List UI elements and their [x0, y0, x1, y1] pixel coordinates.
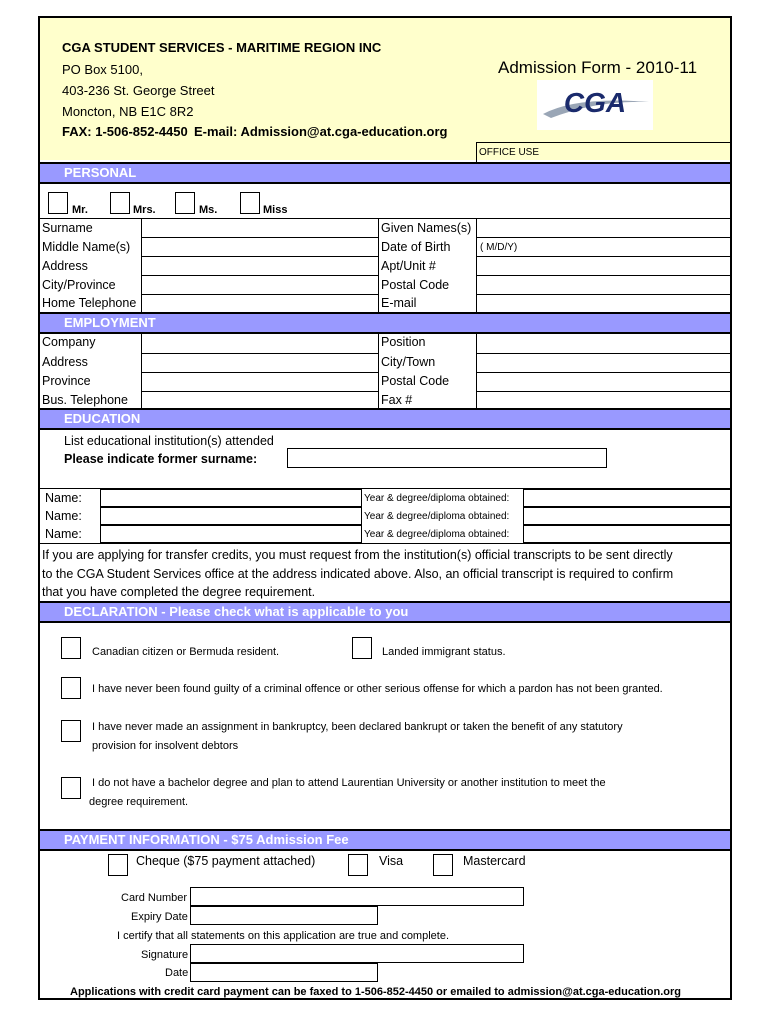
checkbox-mr[interactable]: [48, 192, 68, 214]
address-line-1: PO Box 5100,: [62, 62, 143, 77]
employment-grid-v1: [141, 334, 142, 408]
label-home-telephone: Home Telephone: [42, 296, 137, 310]
signature-label: Signature: [141, 949, 189, 961]
section-payment: [40, 829, 730, 851]
label-apt-unit: Apt/Unit #: [381, 259, 436, 273]
label-city-town: City/Town: [381, 355, 436, 369]
criminal-label: I have never been found guilty of a criminal offence or other serious offense for which a pardon has not been granted.: [92, 683, 663, 695]
section-education: [40, 408, 730, 430]
label-city-province: City/Province: [42, 278, 116, 292]
canadian-citizen-label: Canadian citizen or Bermuda resident.: [92, 646, 280, 658]
institution-name-input-3[interactable]: [100, 525, 362, 543]
salutation-mrs: Mrs.: [133, 204, 156, 216]
expiry-date-input[interactable]: [190, 906, 378, 925]
cheque-label: Cheque ($75 payment attached): [136, 854, 316, 868]
transfer-note-top: [40, 543, 730, 544]
year-label-3: Year & degree/diploma obtained:: [364, 529, 510, 540]
section-employment: [40, 312, 730, 334]
label-surname: Surname: [42, 221, 93, 235]
personal-row-line: [476, 275, 730, 276]
fax-number: FAX: 1-506-852-4450: [62, 124, 188, 139]
degree-input-2[interactable]: [523, 507, 731, 525]
checkbox-bankruptcy[interactable]: [61, 720, 81, 742]
dob-format-hint: ( M/D/Y): [480, 242, 518, 253]
label-email: E-mail: [381, 296, 417, 310]
former-surname-label: Please indicate former surname:: [64, 452, 258, 466]
section-title: EDUCATION: [64, 411, 141, 426]
office-use-top: [476, 142, 730, 143]
checkbox-visa[interactable]: [348, 854, 368, 876]
surname-field[interactable]: [142, 219, 377, 236]
checkbox-mrs[interactable]: [110, 192, 130, 214]
card-number-label: Card Number: [121, 892, 188, 904]
email-address: E-mail: Admission@at.cga-education.org: [194, 124, 448, 139]
employment-grid-v3: [476, 334, 477, 408]
label-fax: Fax #: [381, 393, 413, 407]
personal-row-line: [141, 256, 378, 257]
institution-name-input-1[interactable]: [100, 489, 362, 507]
bachelor-label-2: degree requirement.: [89, 796, 189, 808]
form-title: Admission Form - 2010-11: [498, 58, 698, 77]
office-use-left: [476, 142, 477, 162]
transfer-note-line-1: If you are applying for transfer credits, you must request from the institution(s) official transcripts to be sent directly: [42, 548, 673, 562]
salutation-mr: Mr.: [72, 204, 88, 216]
logo-text: CGA: [563, 87, 627, 118]
salutation-miss: Miss: [263, 204, 288, 216]
employment-row-line: [141, 353, 378, 354]
office-use-label: OFFICE USE: [479, 147, 540, 158]
date-input[interactable]: [190, 963, 378, 982]
year-label-1: Year & degree/diploma obtained:: [364, 493, 510, 504]
landed-immigrant-label: Landed immigrant status.: [382, 646, 506, 658]
card-number-input[interactable]: [190, 887, 524, 906]
section-title: DECLARATION - Please check what is applicable to you: [64, 604, 409, 619]
signature-input[interactable]: [190, 944, 524, 963]
address-line-3: Moncton, NB E1C 8R2: [62, 104, 194, 119]
degree-input-1[interactable]: [523, 489, 731, 507]
checkbox-cheque[interactable]: [108, 854, 128, 876]
name-label-3: Name:: [45, 527, 82, 541]
label-emp-postal-code: Postal Code: [381, 374, 450, 388]
name-label-2: Name:: [45, 509, 82, 523]
personal-row-line: [141, 294, 378, 295]
bankruptcy-label-2: provision for insolvent debtors: [92, 740, 239, 752]
section-title: EMPLOYMENT: [64, 315, 156, 330]
degree-input-3[interactable]: [523, 525, 731, 543]
label-province: Province: [42, 374, 91, 388]
section-personal: [40, 162, 730, 184]
label-address: Address: [42, 259, 88, 273]
date-label: Date: [165, 967, 189, 979]
section-title: PERSONAL: [64, 165, 137, 180]
label-date-of-birth: Date of Birth: [381, 240, 451, 254]
bankruptcy-label-1: I have never made an assignment in bankruptcy, been declared bankrupt or taken the benefit of any statutory: [92, 721, 623, 733]
checkbox-canadian-citizen[interactable]: [61, 637, 81, 659]
mastercard-label: Mastercard: [463, 854, 526, 868]
personal-row-line: [476, 256, 730, 257]
label-given-names: Given Names(s): [381, 221, 472, 235]
label-position: Position: [381, 335, 426, 349]
personal-row-line: [476, 294, 730, 295]
salutation-ms: Ms.: [199, 204, 218, 216]
checkbox-miss[interactable]: [240, 192, 260, 214]
label-bus-telephone: Bus. Telephone: [42, 393, 128, 407]
personal-grid-v2: [378, 218, 379, 312]
label-postal-code: Postal Code: [381, 278, 450, 292]
employment-grid-v2: [378, 334, 379, 408]
address-line-2: 403-236 St. George Street: [62, 83, 215, 98]
section-declaration: [40, 601, 730, 623]
education-instruction: List educational institution(s) attended: [64, 434, 274, 448]
label-company: Company: [42, 335, 96, 349]
employment-row-line: [476, 391, 730, 392]
employment-row-line: [141, 372, 378, 373]
footer-note: Applications with credit card payment can be faxed to 1-506-852-4450 or emailed to admission@at.cga-education.org: [70, 986, 682, 998]
employment-row-line: [141, 391, 378, 392]
personal-row-line: [476, 237, 730, 238]
expiry-date-label: Expiry Date: [131, 911, 188, 923]
personal-row-line: [141, 275, 378, 276]
checkbox-bachelor[interactable]: [61, 777, 81, 799]
checkbox-criminal[interactable]: [61, 677, 81, 699]
former-surname-input[interactable]: [287, 448, 607, 468]
employment-row-line: [476, 353, 730, 354]
checkbox-landed-immigrant[interactable]: [352, 637, 372, 659]
institution-name-input-2[interactable]: [100, 507, 362, 525]
year-label-2: Year & degree/diploma obtained:: [364, 511, 510, 522]
bachelor-label-1: I do not have a bachelor degree and plan to attend Laurentian University or another institution to meet the: [92, 777, 606, 789]
visa-label: Visa: [379, 854, 404, 868]
section-title: PAYMENT INFORMATION - $75 Admission Fee: [64, 832, 349, 847]
checkbox-mastercard[interactable]: [433, 854, 453, 876]
employment-row-line: [476, 372, 730, 373]
transfer-note-line-2: to the CGA Student Services office at the address indicated above. Also, an official transcript is required to confirm: [42, 567, 674, 581]
checkbox-ms[interactable]: [175, 192, 195, 214]
cga-logo: [537, 80, 653, 130]
label-emp-address: Address: [42, 355, 88, 369]
label-middle-name: Middle Name(s): [42, 240, 131, 254]
name-label-1: Name:: [45, 491, 82, 505]
org-name: CGA STUDENT SERVICES - MARITIME REGION INC: [62, 40, 382, 55]
transfer-note-line-3: that you have completed the degree requirement.: [42, 585, 316, 599]
personal-row-line: [141, 237, 378, 238]
certify-statement: I certify that all statements on this application are true and complete.: [117, 930, 450, 942]
given-names-field[interactable]: [477, 219, 729, 236]
